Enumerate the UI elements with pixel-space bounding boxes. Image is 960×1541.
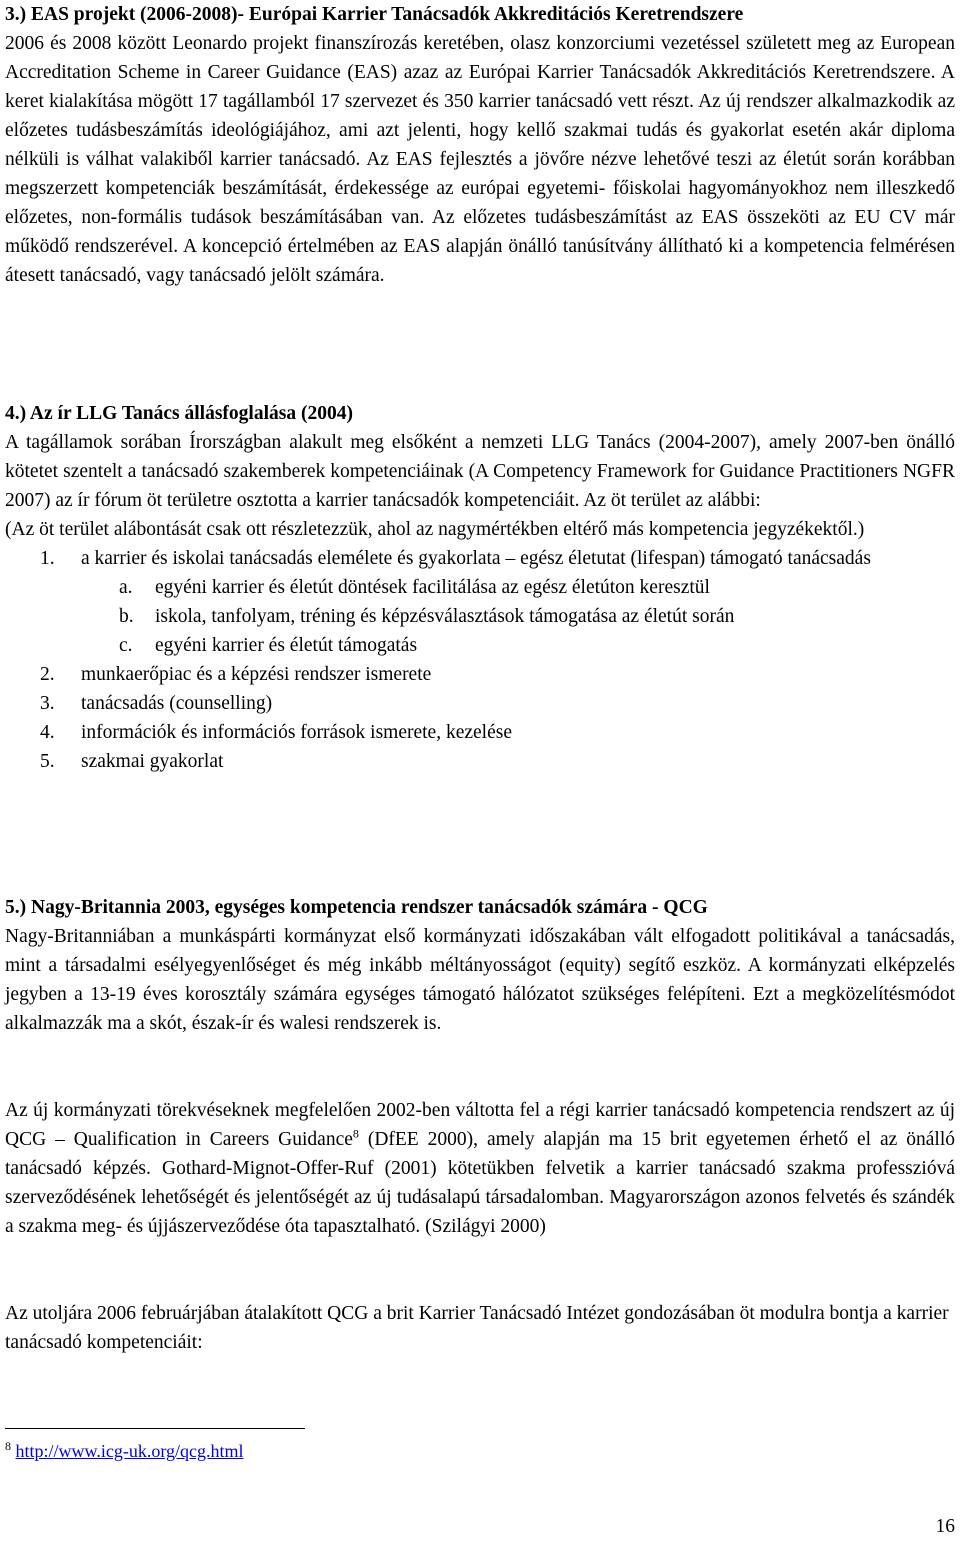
- competency-list: [5, 544, 955, 776]
- list-item-number: 1.: [40, 548, 55, 569]
- section-3-body: 2006 és 2008 között Leonardo projekt finanszírozás keretében, olasz konzorciumi vezetéssel született meg az European Accreditation Scheme in Career Guidance (EAS) azaz az Európai Karrier Tanácsadók Akkreditációs Keretrendszere. A keret kialakítása mögött 17 tagállamból 17 szervezet és 350 karrier tanácsadó vett részt. Az új rendszer alkalmazkodik az előzetes tudásbeszámítás ideológiájához, ami azt jelenti, hogy kellő szakmai tudás és gyakorlat esetén akár diploma nélküli is válhat valakiből karrier tanácsadó. Az EAS fejlesztés a jövőre nézve lehetővé teszi az életút során korábban megszerzett kompetenciák beszámítását, érdekessége az európai egyetemi- főiskolai hagyományokhoz nem illeszkedő előzetes, non-formális tudások beszámításában van. Az előzetes tudásbeszámítást az EAS összeköti az EU CV már működő rendszerével. A koncepció értelmében az EAS alapján önálló tanúsítvány állítható ki a kompetencia felmérésen átesett tanácsadó, vagy tanácsadó jelölt számára.: [5, 33, 955, 286]
- section-5-paragraph-2-block: [5, 1096, 955, 1241]
- paragraph-text: (DfEE 2000), amely alapján ma 15 brit egyetemen érhető el az önálló tanácsadó képzés. Gothard-Mignot-Offer-Ruf (2001) kötetükben felvetik a karrier tanácsadó szakma professzióvá szerveződésének lehetőségét és jelentőségét az új tudásalapú társadalomban. Magyarországon azonos felvetés és szándék a szakma meg- és újjászerveződése óta tapasztalható. (Szilágyi 2000): [5, 1129, 955, 1237]
- footnote-separator: [5, 1428, 305, 1429]
- section-5-title: 5.) Nagy-Britannia 2003, egységes kompetencia rendszer tanácsadók számára - QCG: [5, 897, 708, 918]
- page-number: 16: [935, 1516, 955, 1537]
- list-item-number: 3.: [40, 693, 55, 714]
- list-item: [5, 660, 955, 689]
- section-5-paragraph-1: Nagy-Britanniában a munkáspárti kormányzat első kormányzati időszakában vált elfogadott politikával a tanácsadás, mint a társadalmi esélyegyenlőséget és még inkább méltányosságot (equity) segítő eszköz. A kormányzati elképzelés jegyben a 13-19 éves korosztály számára egységes támogató hálózatot szükséges felépíteni. Ezt a megközelítésmódot alkalmazzák ma a skót, észak-ír és walesi rendszerek is.: [5, 926, 955, 1034]
- list-subitem-letter: c.: [119, 635, 133, 656]
- list-item-text: tanácsadás (counselling): [81, 693, 273, 714]
- footnote-reference[interactable]: 8: [352, 1126, 359, 1141]
- list-item-text: a karrier és iskolai tanácsadás elemélete és gyakorlata – egész életutat (lifespan) támogató tanácsadás: [81, 548, 871, 569]
- section-3: [5, 0, 955, 290]
- list-item: [5, 747, 955, 776]
- list-subitem: [5, 573, 955, 602]
- list-subitem-text: iskola, tanfolyam, tréning és képzésválasztások támogatása az életút során: [155, 606, 735, 627]
- section-5-paragraph-2: [5, 1096, 955, 1241]
- section-4-number: 4.: [5, 403, 20, 424]
- list-subitem: [5, 602, 955, 631]
- section-4-title-text: ) Az ír LLG Tanács állásfoglalása (2004): [19, 403, 353, 424]
- list-item: [5, 544, 955, 573]
- list-item-text: munkaerőpiac és a képzési rendszer ismerete: [81, 664, 432, 685]
- list-subitem: [5, 631, 955, 660]
- footnote-link[interactable]: http://www.icg-uk.org/qcg.html: [15, 1441, 244, 1461]
- section-4: [5, 399, 955, 776]
- section-4-intro: A tagállamok sorában Írországban alakult meg elsőként a nemzeti LLG Tanács (2004-2007), amely 2007-ben önálló kötetet szentelt a tanácsadó szakemberek kompetenciáinak (A Competency Framework for Guidance Practitioners NGFR 2007) az ír fórum öt területre osztotta a karrier tanácsadók kompetenciáit. Az öt terület az alábbi:: [5, 432, 955, 511]
- list-subitem-text: egyéni karrier és életút döntések facilitálása az egész életúton keresztül: [155, 577, 710, 598]
- footnote: [5, 1439, 243, 1463]
- section-5-paragraph-3-block: [5, 1299, 955, 1357]
- list-item-number: 2.: [40, 664, 55, 685]
- list-item-text: információk és információs források ismerete, kezelése: [81, 722, 512, 743]
- list-item: [5, 718, 955, 747]
- list-item-text: szakmai gyakorlat: [81, 751, 224, 772]
- section-5: [5, 893, 955, 1038]
- list-subitem-letter: a.: [119, 577, 133, 598]
- footnote-number: 8: [5, 1439, 11, 1453]
- list-item: [5, 689, 955, 718]
- section-4-note: (Az öt terület alábontását csak ott részletezzük, ahol az nagymértékben eltérő más kompetencia jegyzékektől.): [5, 519, 865, 540]
- section-4-title: [5, 399, 955, 428]
- list-subitem-letter: b.: [119, 606, 134, 627]
- list-subitem-text: egyéni karrier és életút támogatás: [155, 635, 418, 656]
- list-item-number: 5.: [40, 751, 55, 772]
- list-item-number: 4.: [40, 722, 55, 743]
- paragraph-text: Az új kormányzati törekvéseknek megfelelően 2002-ben váltotta fel a régi karrier tanácsadó kompetencia rendszert az új QCG – Qualification in Careers Guidance: [5, 1100, 955, 1150]
- section-3-title: 3.) EAS projekt (2006-2008)- Európai Karrier Tanácsadók Akkreditációs Keretrendszere: [5, 4, 744, 25]
- section-5-paragraph-3: Az utoljára 2006 februárjában átalakított QCG a brit Karrier Tanácsadó Intézet gondozásában öt modulra bontja a karrier tanácsadó kompetenciáit:: [5, 1303, 949, 1353]
